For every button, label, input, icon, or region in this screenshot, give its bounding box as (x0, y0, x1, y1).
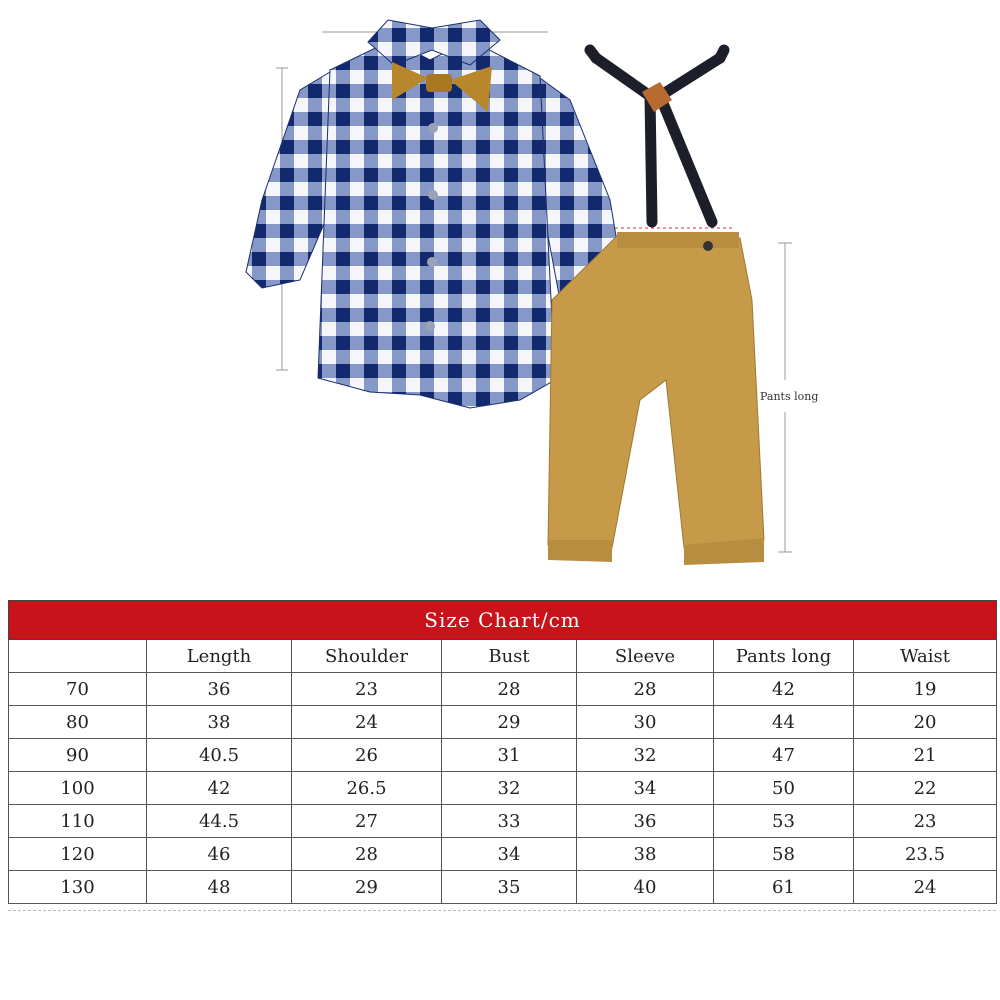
measurement-cell: 46 (147, 838, 292, 871)
measurement-cell: 34 (577, 772, 714, 805)
suspenders (590, 50, 724, 222)
measurement-cell: 28 (442, 673, 577, 706)
table-row (9, 871, 997, 904)
table-header-row (9, 640, 997, 673)
column-header: Length (147, 640, 292, 673)
table-row (9, 805, 997, 838)
measurement-cell: 29 (292, 871, 442, 904)
khaki-pants (548, 232, 764, 565)
table-row (9, 739, 997, 772)
measurement-cell: 24 (854, 871, 997, 904)
measurement-cell: 40.5 (147, 739, 292, 772)
table-row (9, 838, 997, 871)
measurement-cell: 48 (147, 871, 292, 904)
measurement-cell: 34 (442, 838, 577, 871)
measurement-cell: 31 (442, 739, 577, 772)
measurement-cell: 44.5 (147, 805, 292, 838)
measurement-cell: 23.5 (854, 838, 997, 871)
measurement-cell: 28 (577, 673, 714, 706)
measurement-cell: 42 (147, 772, 292, 805)
measurement-cell: 29 (442, 706, 577, 739)
measurement-cell: 38 (577, 838, 714, 871)
measurement-cell: 20 (854, 706, 997, 739)
measurement-cell: 21 (854, 739, 997, 772)
column-header: Bust (442, 640, 577, 673)
measurement-cell: 32 (577, 739, 714, 772)
measurement-cell: 22 (854, 772, 997, 805)
measurement-cell: 36 (577, 805, 714, 838)
measurement-cell: 44 (714, 706, 854, 739)
size-cell: 70 (9, 673, 147, 706)
measurement-cell: 28 (292, 838, 442, 871)
size-cell: 90 (9, 739, 147, 772)
size-cell: 80 (9, 706, 147, 739)
measurement-cell: 33 (442, 805, 577, 838)
measurement-cell: 47 (714, 739, 854, 772)
size-cell: 130 (9, 871, 147, 904)
table-row (9, 673, 997, 706)
measurement-cell: 19 (854, 673, 997, 706)
measurement-cell: 42 (714, 673, 854, 706)
divider (8, 910, 996, 911)
measurement-cell: 23 (854, 805, 997, 838)
measurement-cell: 26.5 (292, 772, 442, 805)
table-row (9, 772, 997, 805)
table-row (9, 706, 997, 739)
column-header: Waist (854, 640, 997, 673)
size-chart (8, 600, 996, 904)
measurement-cell: 35 (442, 871, 577, 904)
size-cell: 100 (9, 772, 147, 805)
measurement-cell: 61 (714, 871, 854, 904)
size-cell: 110 (9, 805, 147, 838)
pants-long-label: Pants long (760, 390, 819, 403)
column-header: Pants long (714, 640, 854, 673)
measurement-cell: 23 (292, 673, 442, 706)
measurement-cell: 50 (714, 772, 854, 805)
column-header: Shoulder (292, 640, 442, 673)
measurement-cell: 26 (292, 739, 442, 772)
column-header (9, 640, 147, 673)
measurement-cell: 24 (292, 706, 442, 739)
size-chart-title: Size Chart/cm (9, 601, 997, 640)
measurement-cell: 58 (714, 838, 854, 871)
column-header: Sleeve (577, 640, 714, 673)
size-cell: 120 (9, 838, 147, 871)
measurement-cell: 30 (577, 706, 714, 739)
measurement-cell: 27 (292, 805, 442, 838)
measurement-cell: 36 (147, 673, 292, 706)
measurement-cell: 32 (442, 772, 577, 805)
measurement-cell: 38 (147, 706, 292, 739)
measurement-cell: 40 (577, 871, 714, 904)
size-chart-body (9, 673, 997, 904)
size-chart-table (8, 600, 997, 904)
measurement-cell: 53 (714, 805, 854, 838)
